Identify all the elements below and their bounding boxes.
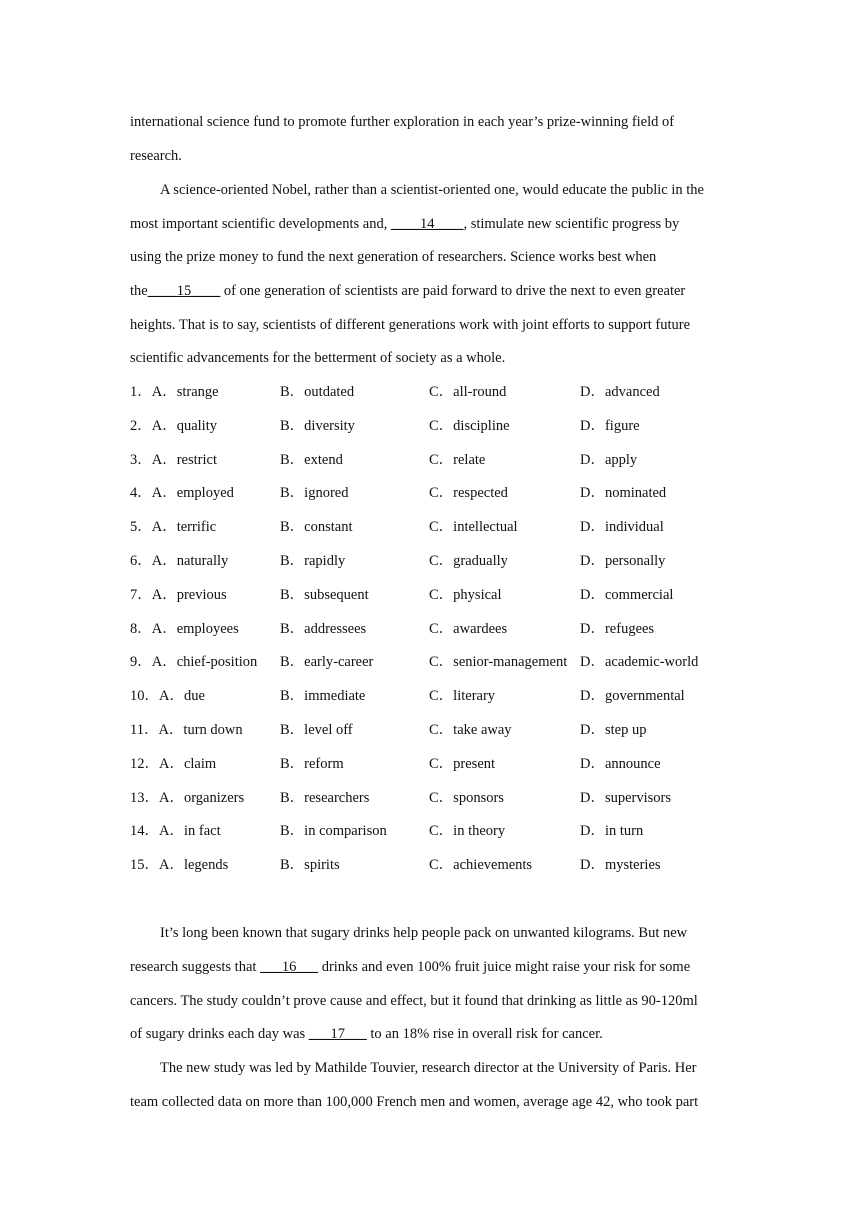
option-row — [130, 382, 830, 402]
option-c: C．present — [429, 756, 496, 772]
option-a: 2．A．quality — [130, 418, 217, 434]
passage1-line: heights. That is to say, scientists of different generations work with joint efforts to support future — [130, 317, 691, 333]
option-row — [130, 821, 830, 841]
option-b: B．diversity — [280, 418, 355, 434]
passage2-paragraph-start: It’s long been known that sugary drinks help people pack on unwanted kilograms. But new — [160, 925, 688, 941]
text: drinks and even 100% fruit juice might raise your risk for some — [318, 959, 691, 975]
option-c: C．achievements — [429, 857, 533, 873]
option-d: D．personally — [580, 553, 666, 569]
option-b: B．ignored — [280, 485, 349, 501]
option-a: 12．A．claim — [130, 756, 217, 772]
option-a: 5．A．terrific — [130, 519, 217, 535]
option-c: C．sponsors — [429, 790, 504, 806]
option-row — [130, 619, 830, 639]
blank-14: ____14____ — [390, 216, 464, 232]
option-row — [130, 720, 830, 740]
text: the — [130, 283, 148, 299]
option-b: B．extend — [280, 452, 343, 468]
option-c: C．in theory — [429, 823, 506, 839]
option-row — [130, 416, 830, 436]
option-row — [130, 517, 830, 537]
option-c: C．gradually — [429, 553, 508, 569]
passage1-paragraph-start: A science-oriented Nobel, rather than a scientist-oriented one, would educate the public in the — [160, 182, 704, 198]
option-c: C．literary — [429, 688, 496, 704]
option-d: D．step up — [580, 722, 647, 738]
option-b: B．constant — [280, 519, 353, 535]
text: , stimulate new scientific progress by — [463, 216, 680, 232]
passage2-line — [130, 1024, 603, 1044]
option-d: D．in turn — [580, 823, 644, 839]
option-b: B．outdated — [280, 384, 355, 400]
option-d: D．figure — [580, 418, 640, 434]
option-a: 4．A．employed — [130, 485, 234, 501]
option-d: D．mysteries — [580, 857, 661, 873]
option-d: D．supervisors — [580, 790, 672, 806]
option-a: 6．A．naturally — [130, 553, 229, 569]
option-d: D．advanced — [580, 384, 660, 400]
text: research suggests that — [130, 959, 261, 975]
option-d: D．commercial — [580, 587, 674, 603]
option-c: C．respected — [429, 485, 508, 501]
option-row — [130, 754, 830, 774]
text: of sugary drinks each day was — [130, 1026, 309, 1042]
option-c: C．awardees — [429, 621, 508, 637]
passage1-line: scientific advancements for the betterment of society as a whole. — [130, 350, 506, 366]
option-c: C．physical — [429, 587, 502, 603]
option-a: 14．A．in fact — [130, 823, 221, 839]
passage1-line — [130, 281, 685, 301]
passage1-line: international science fund to promote further exploration in each year’s prize-winning field of — [130, 114, 675, 130]
option-row — [130, 788, 830, 808]
option-row — [130, 551, 830, 571]
option-a: 3．A．restrict — [130, 452, 217, 468]
option-d: D．apply — [580, 452, 638, 468]
passage1-line: research. — [130, 148, 182, 164]
option-c: C．relate — [429, 452, 486, 468]
option-c: C．take away — [429, 722, 512, 738]
option-row — [130, 450, 830, 470]
blank-15: ____15____ — [147, 283, 221, 299]
option-d: D．academic-world — [580, 654, 699, 670]
option-b: B．in comparison — [280, 823, 387, 839]
option-c: C．senior-management — [429, 654, 568, 670]
option-row — [130, 652, 830, 672]
option-b: B．rapidly — [280, 553, 346, 569]
option-row — [130, 483, 830, 503]
option-c: C．all-round — [429, 384, 507, 400]
text: of one generation of scientists are paid forward to drive the next to even greater — [220, 283, 686, 299]
blank-16: ___16___ — [260, 959, 319, 975]
option-c: C．intellectual — [429, 519, 518, 535]
option-b: B．spirits — [280, 857, 340, 873]
option-d: D．nominated — [580, 485, 667, 501]
option-a: 15．A．legends — [130, 857, 229, 873]
passage2-line — [130, 957, 690, 977]
option-row — [130, 686, 830, 706]
option-b: B．level off — [280, 722, 353, 738]
option-b: B．addressees — [280, 621, 367, 637]
option-b: B．subsequent — [280, 587, 369, 603]
option-a: 11．A．turn down — [130, 722, 243, 738]
option-row — [130, 855, 830, 875]
option-d: D．announce — [580, 756, 661, 772]
option-c: C．discipline — [429, 418, 510, 434]
passage2-line: team collected data on more than 100,000 French men and women, average age 42, who took part — [130, 1094, 699, 1110]
option-a: 9．A．chief-position — [130, 654, 258, 670]
passage2-line: cancers. The study couldn’t prove cause and effect, but it found that drinking as little as 90-120ml — [130, 993, 698, 1009]
option-d: D．individual — [580, 519, 664, 535]
option-row — [130, 585, 830, 605]
passage1-line: using the prize money to fund the next generation of researchers. Science works best when — [130, 249, 657, 265]
option-a: 8．A．employees — [130, 621, 239, 637]
option-b: B．early-career — [280, 654, 374, 670]
option-d: D．refugees — [580, 621, 655, 637]
option-a: 10．A．due — [130, 688, 205, 704]
blank-17: ___17___ — [308, 1026, 367, 1042]
text: most important scientific developments and, — [130, 216, 391, 232]
text: to an 18% rise in overall risk for cancer. — [366, 1026, 603, 1042]
option-a: 13．A．organizers — [130, 790, 245, 806]
option-b: B．reform — [280, 756, 344, 772]
option-d: D．governmental — [580, 688, 685, 704]
option-a: 1．A．strange — [130, 384, 219, 400]
passage2-paragraph-start: The new study was led by Mathilde Touvier, research director at the University of Paris. Her — [160, 1060, 697, 1076]
passage1-line — [130, 214, 679, 234]
option-b: B．researchers — [280, 790, 370, 806]
option-a: 7．A．previous — [130, 587, 227, 603]
option-b: B．immediate — [280, 688, 366, 704]
